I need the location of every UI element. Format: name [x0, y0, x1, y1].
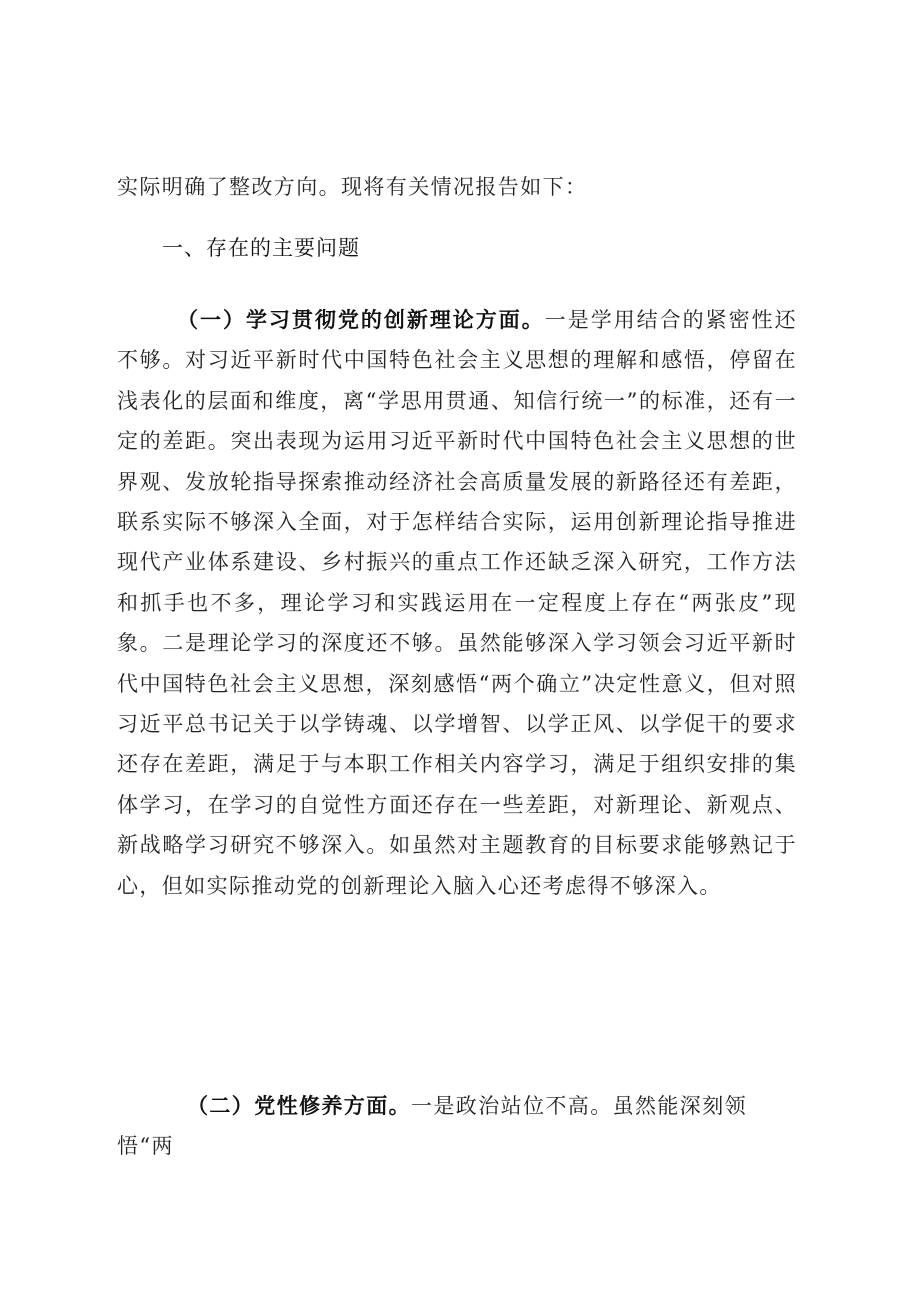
- subsection-1-paragraph: [117, 300, 797, 906]
- subsection-2-body: 一是政治站位不高。虽然能深刻领悟“两: [117, 1094, 747, 1159]
- subsection-2-title: （二）党性修养方面。: [187, 1093, 411, 1118]
- subsection-1-body: 一是学用结合的紧密性还不够。对习近平新时代中国特色社会主义思想的理解和感悟，停留在浅表化的层面和维度，离“学思用贯通、知信行统一”的标准，还有一定的差距。突出表现为运用习近平新时代中国特色社会主义思想的世界观、发放轮指导探索推动经济社会高质量发展的新路径还有差距，联系实际不够深入全面，对于怎样结合实际，运用创新理论指导推进现代产业体系建设、乡村振兴的重点工作还缺乏深入研究，工作方法和抓手也不多，理论学习和实践运用在一定程度上存在“两张皮”现象。二是理论学习的深度还不够。虽然能够深入学习领会习近平新时代中国特色社会主义思想，深刻感悟“两个确立”决定性意义，但对照习近平总书记关于以学铸魂、以学增智、以学正风、以学促干的要求还存在差距，满足于与本职工作相关内容学习，满足于组织安排的集体学习，在学习的自觉性方面还存在一些差距，对新理论、新观点、新战略学习研究不够深入。如虽然对主题教育的目标要求能够熟记于心，但如实际推动党的创新理论入脑入心还考虑得不够深入。: [117, 308, 797, 898]
- intro-paragraph: 实际明确了整改方向。现将有关情况报告如下：: [117, 175, 588, 199]
- section-heading: 一、存在的主要问题: [162, 236, 360, 260]
- subsection-1-title: （一）学习贯彻党的创新理论方面。: [177, 307, 545, 332]
- subsection-2-paragraph: [117, 1086, 797, 1167]
